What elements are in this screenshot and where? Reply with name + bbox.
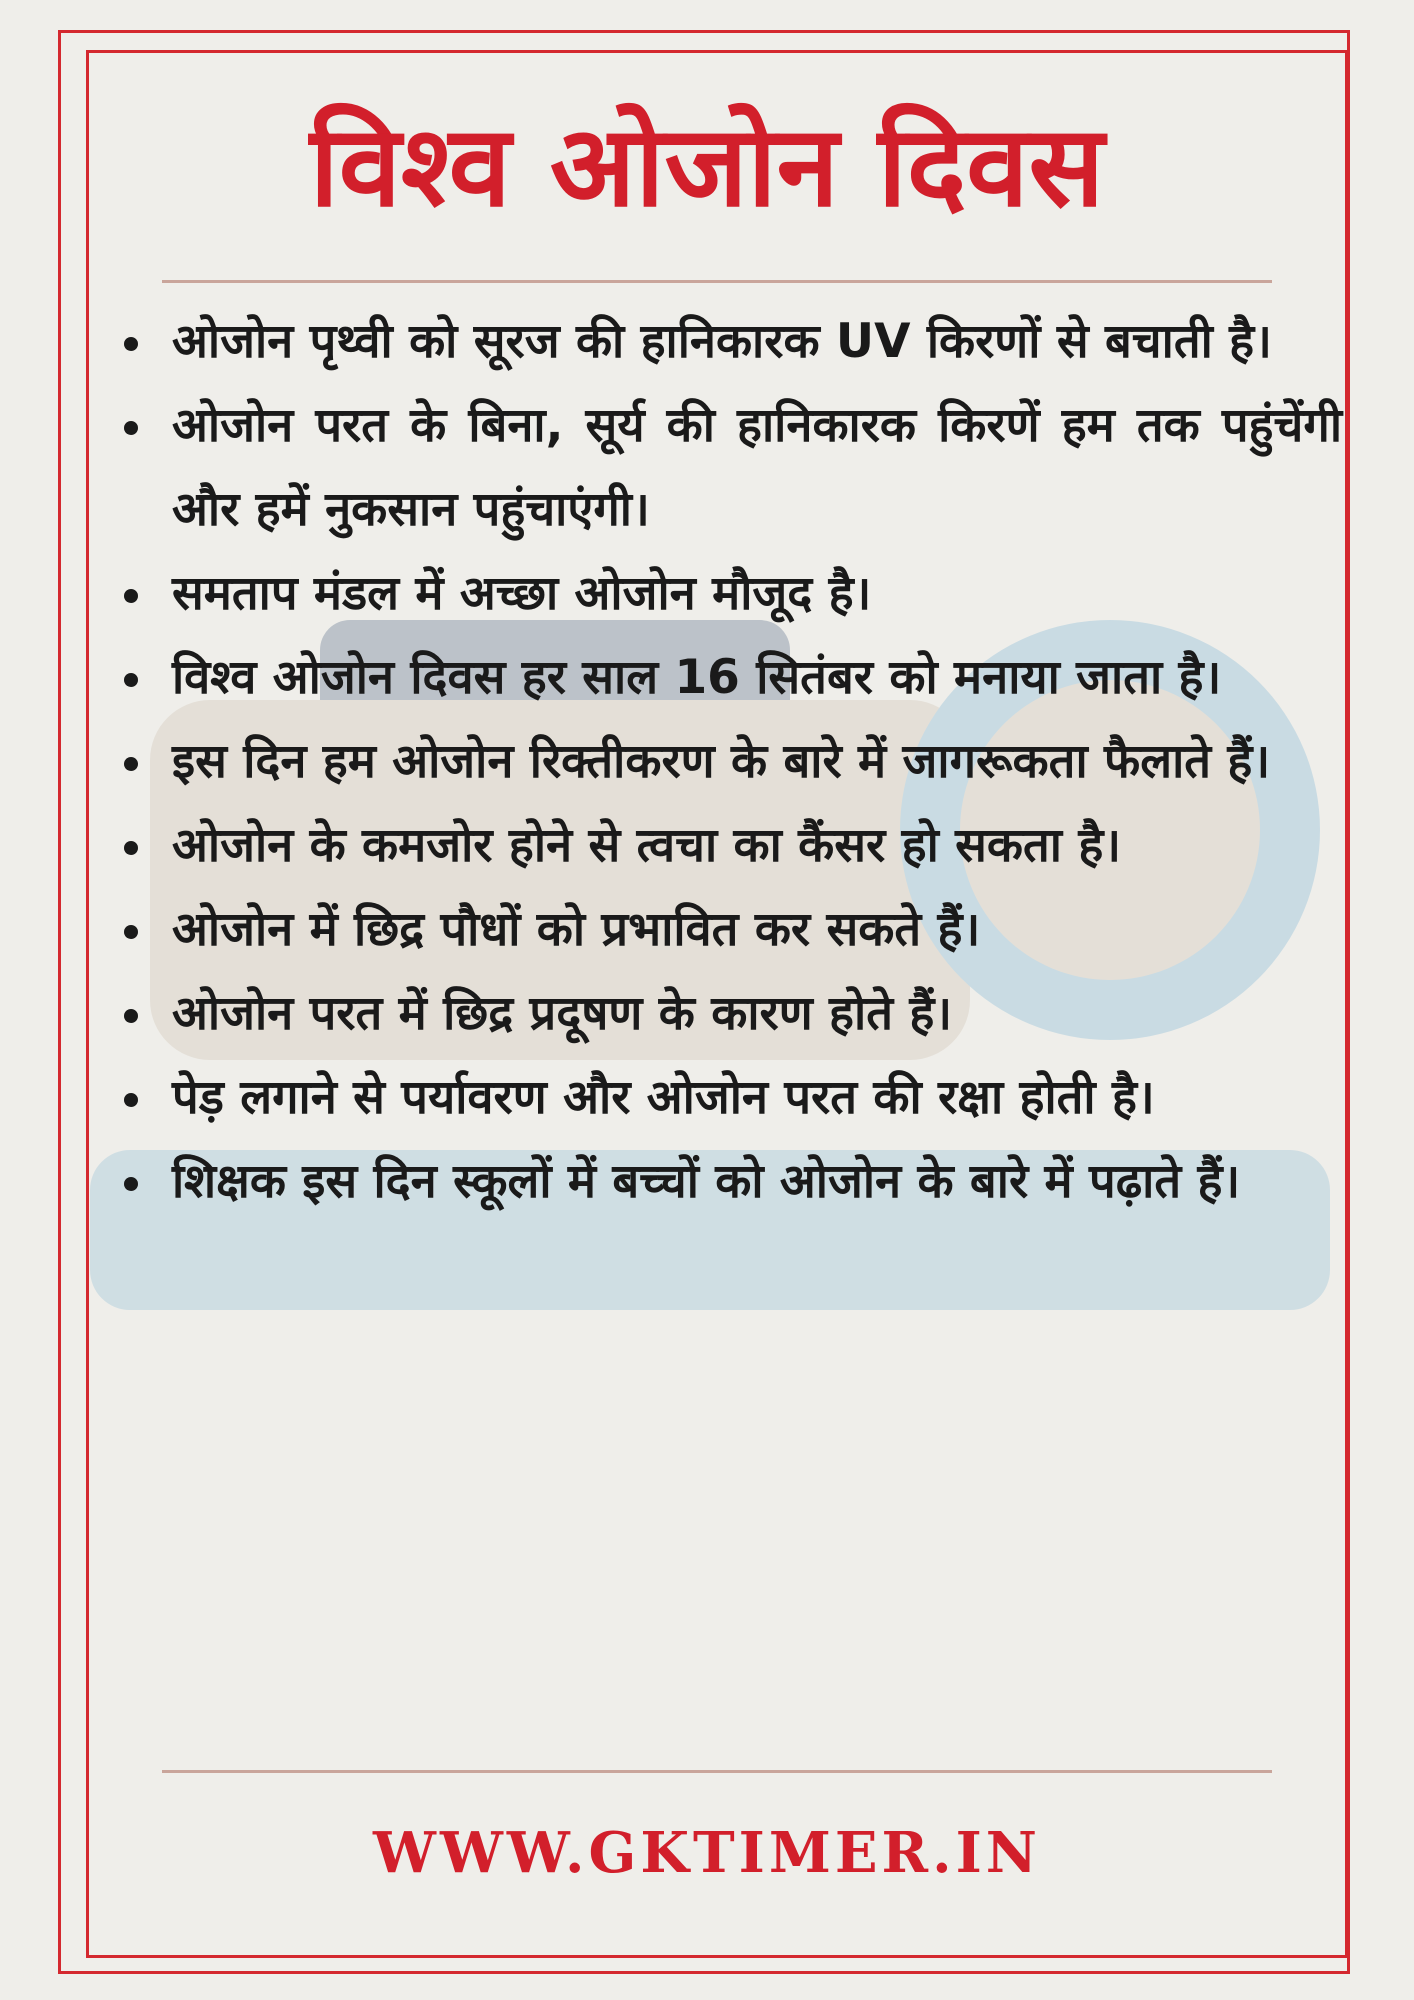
- fact-item: [110, 636, 1342, 720]
- fact-item: [110, 384, 1342, 552]
- fact-text: ओजोन के कमजोर होने से त्वचा का कैंसर हो सकता है।: [172, 818, 1122, 873]
- fact-text: पेड़ लगाने से पर्यावरण और ओजोन परत की रक्षा होती है।: [172, 1070, 1155, 1125]
- fact-text: समताप मंडल में अच्छा ओजोन मौजूद है।: [172, 566, 872, 621]
- fact-item: [110, 972, 1342, 1056]
- bullet-icon: [124, 1009, 138, 1023]
- fact-item: [110, 1140, 1342, 1224]
- facts-list: [110, 300, 1342, 1224]
- fact-item: [110, 720, 1342, 804]
- fact-item: [110, 888, 1342, 972]
- bullet-icon: [124, 337, 138, 351]
- bullet-icon: [124, 1177, 138, 1191]
- fact-text: शिक्षक इस दिन स्कूलों में बच्चों को ओजोन के बारे में पढ़ाते हैं।: [172, 1154, 1241, 1209]
- bullet-icon: [124, 757, 138, 771]
- fact-text: ओजोन पृथ्वी को सूरज की हानिकारक UV किरणों से बचाती है।: [172, 314, 1272, 369]
- bullet-icon: [124, 841, 138, 855]
- bullet-icon: [124, 421, 138, 435]
- fact-item: [110, 300, 1342, 384]
- fact-text: ओजोन परत में छिद्र प्रदूषण के कारण होते हैं।: [172, 986, 953, 1041]
- bullet-icon: [124, 589, 138, 603]
- fact-text: इस दिन हम ओजोन रिक्तीकरण के बारे में जागरूकता फैलाते हैं।: [172, 734, 1271, 789]
- website-link[interactable]: WWW.GKTIMER.IN: [373, 1820, 1041, 1886]
- fact-text: ओजोन परत के बिना, सूर्य की हानिकारक किरणें हम तक पहुंचेंगी और हमें नुकसान पहुंचाएंगी।: [172, 398, 1342, 537]
- bullet-icon: [124, 925, 138, 939]
- fact-item: [110, 1056, 1342, 1140]
- footer-divider: [162, 1770, 1272, 1773]
- bullet-icon: [124, 1093, 138, 1107]
- fact-item: [110, 804, 1342, 888]
- page-title: विश्व ओजोन दिवस: [309, 102, 1105, 232]
- fact-text: ओजोन में छिद्र पौधों को प्रभावित कर सकते हैं।: [172, 902, 981, 957]
- fact-text: विश्व ओजोन दिवस हर साल 16 सितंबर को मनाया जाता है।: [172, 650, 1222, 705]
- title-divider: [162, 280, 1272, 283]
- fact-item: [110, 552, 1342, 636]
- bullet-icon: [124, 673, 138, 687]
